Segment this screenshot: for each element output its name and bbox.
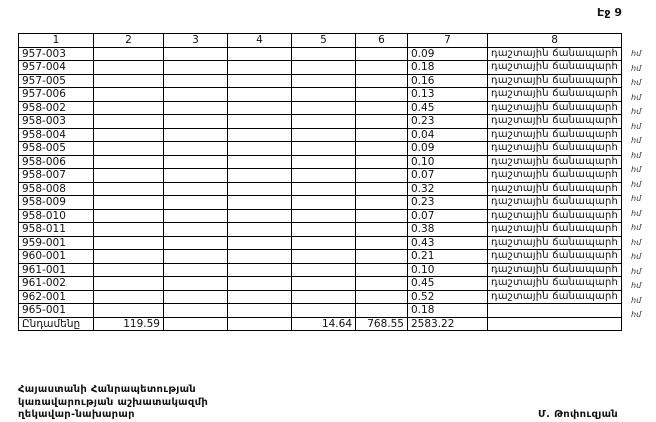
- col3-cell: [164, 290, 228, 304]
- land-type-cell: դաշտային ճանապարհ: [488, 88, 622, 102]
- col5-cell: [292, 250, 356, 264]
- land-type-cell: դաշտային ճանապարհ: [488, 263, 622, 277]
- col5-cell: [292, 304, 356, 318]
- col4-cell: [228, 236, 292, 250]
- col6-cell: [356, 74, 408, 88]
- table-row: [19, 277, 622, 291]
- side-mark: հմ: [631, 237, 642, 247]
- parcel-code: 957-003: [19, 47, 94, 61]
- col5-cell: [292, 88, 356, 102]
- header-cell: 3: [164, 34, 228, 48]
- total-col4: [228, 317, 292, 331]
- col5-cell: [292, 115, 356, 129]
- col4-cell: [228, 263, 292, 277]
- col3-cell: [164, 169, 228, 183]
- land-type-cell: դաշտային ճանապարհ: [488, 196, 622, 210]
- col3-cell: [164, 196, 228, 210]
- col6-cell: [356, 115, 408, 129]
- side-mark: հմ: [631, 150, 642, 160]
- total-label: Ընդամենը: [19, 317, 94, 331]
- col3-cell: [164, 250, 228, 264]
- col3-cell: [164, 74, 228, 88]
- side-mark: հմ: [631, 310, 642, 319]
- area-cell: 0.07: [408, 209, 488, 223]
- table-row: [19, 88, 622, 102]
- col4-cell: [228, 142, 292, 156]
- side-mark: հմ: [631, 92, 642, 102]
- col5-cell: [292, 182, 356, 196]
- col3-cell: [164, 115, 228, 129]
- side-mark: հմ: [631, 281, 642, 290]
- area-cell: 0.16: [408, 74, 488, 88]
- side-mark: հմ: [631, 295, 642, 305]
- col2-cell: [94, 304, 164, 318]
- total-col5: 14.64: [292, 317, 356, 331]
- col3-cell: [164, 236, 228, 250]
- col6-cell: [356, 169, 408, 183]
- land-type-cell: դաշտային ճանապարհ: [488, 250, 622, 264]
- area-cell: 0.23: [408, 196, 488, 210]
- col3-cell: [164, 61, 228, 75]
- col4-cell: [228, 115, 292, 129]
- side-marks: [631, 47, 647, 323]
- side-mark: հմ: [631, 107, 642, 116]
- parcel-code: 958-007: [19, 169, 94, 183]
- col2-cell: [94, 290, 164, 304]
- land-type-cell: դաշտային ճանապարհ: [488, 182, 622, 196]
- area-cell: 0.09: [408, 47, 488, 61]
- header-row: [19, 34, 622, 48]
- parcel-code: 960-001: [19, 250, 94, 264]
- col6-cell: [356, 209, 408, 223]
- area-cell: 0.10: [408, 155, 488, 169]
- parcel-code: 961-002: [19, 277, 94, 291]
- col2-cell: [94, 128, 164, 142]
- land-type-cell: դաշտային ճանապարհ: [488, 236, 622, 250]
- area-cell: 0.23: [408, 115, 488, 129]
- col6-cell: [356, 47, 408, 61]
- table-row: [19, 61, 622, 75]
- land-type-cell: դաշտային ճանապարհ: [488, 115, 622, 129]
- parcel-code: 957-004: [19, 61, 94, 75]
- area-cell: 0.18: [408, 304, 488, 318]
- table-row: [19, 115, 622, 129]
- col3-cell: [164, 304, 228, 318]
- col5-cell: [292, 169, 356, 183]
- col5-cell: [292, 128, 356, 142]
- col4-cell: [228, 74, 292, 88]
- col5-cell: [292, 61, 356, 75]
- col3-cell: [164, 47, 228, 61]
- area-cell: 0.18: [408, 61, 488, 75]
- land-type-cell: դաշտային ճանապարհ: [488, 47, 622, 61]
- col5-cell: [292, 223, 356, 237]
- col6-cell: [356, 277, 408, 291]
- table-row: [19, 47, 622, 61]
- side-mark: հմ: [631, 179, 642, 189]
- area-cell: 0.45: [408, 101, 488, 115]
- parcel-code: 962-001: [19, 290, 94, 304]
- table-row: [19, 290, 622, 304]
- col6-cell: [356, 236, 408, 250]
- signatory-title: [18, 384, 208, 422]
- col5-cell: [292, 142, 356, 156]
- area-cell: 0.45: [408, 277, 488, 291]
- header-cell: 2: [94, 34, 164, 48]
- parcel-code: 957-005: [19, 74, 94, 88]
- table-row: [19, 250, 622, 264]
- col2-cell: [94, 277, 164, 291]
- page-number: Էջ 9: [597, 6, 622, 19]
- col5-cell: [292, 196, 356, 210]
- col6-cell: [356, 155, 408, 169]
- land-type-cell: դաշտային ճանապարհ: [488, 74, 622, 88]
- land-table: [18, 33, 622, 331]
- col4-cell: [228, 47, 292, 61]
- col5-cell: [292, 236, 356, 250]
- table-row: [19, 182, 622, 196]
- col4-cell: [228, 290, 292, 304]
- col5-cell: [292, 47, 356, 61]
- side-mark: հմ: [631, 223, 642, 232]
- table-row: [19, 74, 622, 88]
- col2-cell: [94, 88, 164, 102]
- col4-cell: [228, 61, 292, 75]
- total-area: 2583.22: [408, 317, 488, 331]
- parcel-code: 965-001: [19, 304, 94, 318]
- side-mark: հմ: [631, 194, 642, 203]
- table-row: [19, 209, 622, 223]
- col6-cell: [356, 142, 408, 156]
- col2-cell: [94, 182, 164, 196]
- side-mark: հմ: [631, 208, 642, 218]
- header-cell: 4: [228, 34, 292, 48]
- col5-cell: [292, 74, 356, 88]
- total-col2: 119.59: [94, 317, 164, 331]
- header-cell: 8: [488, 34, 622, 48]
- header-cell: 5: [292, 34, 356, 48]
- land-type-cell: դաշտային ճանապարհ: [488, 277, 622, 291]
- parcel-code: 958-004: [19, 128, 94, 142]
- parcel-code: 958-009: [19, 196, 94, 210]
- col4-cell: [228, 101, 292, 115]
- area-cell: 0.43: [408, 236, 488, 250]
- land-type-cell: դաշտային ճանապարհ: [488, 209, 622, 223]
- side-mark: հմ: [631, 165, 642, 174]
- side-mark: հմ: [631, 49, 642, 58]
- parcel-code: 957-006: [19, 88, 94, 102]
- col4-cell: [228, 155, 292, 169]
- parcel-code: 958-008: [19, 182, 94, 196]
- col4-cell: [228, 88, 292, 102]
- table-row: [19, 304, 622, 318]
- parcel-code: 961-001: [19, 263, 94, 277]
- table-row: [19, 101, 622, 115]
- col4-cell: [228, 128, 292, 142]
- col3-cell: [164, 88, 228, 102]
- land-type-cell: [488, 304, 622, 318]
- col3-cell: [164, 223, 228, 237]
- col2-cell: [94, 250, 164, 264]
- col6-cell: [356, 304, 408, 318]
- parcel-code: 958-011: [19, 223, 94, 237]
- land-type-cell: դաշտային ճանապարհ: [488, 61, 622, 75]
- col2-cell: [94, 74, 164, 88]
- col2-cell: [94, 263, 164, 277]
- header-cell: 7: [408, 34, 488, 48]
- col2-cell: [94, 196, 164, 210]
- area-cell: 0.13: [408, 88, 488, 102]
- area-cell: 0.10: [408, 263, 488, 277]
- col2-cell: [94, 236, 164, 250]
- col5-cell: [292, 155, 356, 169]
- col4-cell: [228, 277, 292, 291]
- col2-cell: [94, 101, 164, 115]
- col4-cell: [228, 223, 292, 237]
- area-cell: 0.09: [408, 142, 488, 156]
- parcel-code: 958-005: [19, 142, 94, 156]
- signatory-title-line: Հայաստանի Հանրապետության: [18, 384, 196, 395]
- total-col6: 768.55: [356, 317, 408, 331]
- header-cell: 1: [19, 34, 94, 48]
- col4-cell: [228, 304, 292, 318]
- land-type-cell: դաշտային ճանապարհ: [488, 290, 622, 304]
- land-type-cell: դաշտային ճանապարհ: [488, 223, 622, 237]
- land-type-cell: դաշտային ճանապարհ: [488, 169, 622, 183]
- col4-cell: [228, 182, 292, 196]
- side-mark: հմ: [631, 266, 642, 276]
- parcel-code: 958-010: [19, 209, 94, 223]
- area-cell: 0.04: [408, 128, 488, 142]
- area-cell: 0.32: [408, 182, 488, 196]
- col4-cell: [228, 209, 292, 223]
- side-mark: հմ: [631, 121, 642, 131]
- table-row: [19, 155, 622, 169]
- total-row: [19, 317, 622, 331]
- col6-cell: [356, 223, 408, 237]
- col3-cell: [164, 182, 228, 196]
- col4-cell: [228, 169, 292, 183]
- total-col3: [164, 317, 228, 331]
- signatory-title-line: ղեկավար-նախարար: [18, 409, 135, 420]
- parcel-code: 958-003: [19, 115, 94, 129]
- total-col8: [488, 317, 622, 331]
- col3-cell: [164, 277, 228, 291]
- area-cell: 0.38: [408, 223, 488, 237]
- table-row: [19, 223, 622, 237]
- col3-cell: [164, 155, 228, 169]
- side-mark: հմ: [631, 78, 642, 87]
- col2-cell: [94, 47, 164, 61]
- col6-cell: [356, 61, 408, 75]
- table-row: [19, 142, 622, 156]
- col3-cell: [164, 209, 228, 223]
- col6-cell: [356, 263, 408, 277]
- table-row: [19, 128, 622, 142]
- parcel-code: 958-006: [19, 155, 94, 169]
- col2-cell: [94, 169, 164, 183]
- parcel-code: 958-002: [19, 101, 94, 115]
- col6-cell: [356, 250, 408, 264]
- table-row: [19, 169, 622, 183]
- side-mark: հմ: [631, 63, 642, 73]
- col6-cell: [356, 290, 408, 304]
- col2-cell: [94, 115, 164, 129]
- table-row: [19, 236, 622, 250]
- side-mark: հմ: [631, 136, 642, 145]
- table-row: [19, 196, 622, 210]
- col4-cell: [228, 250, 292, 264]
- col2-cell: [94, 155, 164, 169]
- col5-cell: [292, 277, 356, 291]
- col6-cell: [356, 128, 408, 142]
- table-row: [19, 263, 622, 277]
- parcel-code: 959-001: [19, 236, 94, 250]
- col2-cell: [94, 223, 164, 237]
- col3-cell: [164, 142, 228, 156]
- col4-cell: [228, 196, 292, 210]
- area-cell: 0.21: [408, 250, 488, 264]
- col6-cell: [356, 88, 408, 102]
- col5-cell: [292, 263, 356, 277]
- signatory-name: Մ. Թոփուզյան: [537, 409, 618, 420]
- col3-cell: [164, 263, 228, 277]
- side-mark: հմ: [631, 252, 642, 261]
- col3-cell: [164, 101, 228, 115]
- area-cell: 0.52: [408, 290, 488, 304]
- col6-cell: [356, 101, 408, 115]
- col3-cell: [164, 128, 228, 142]
- land-type-cell: դաշտային ճանապարհ: [488, 142, 622, 156]
- land-type-cell: դաշտային ճանապարհ: [488, 128, 622, 142]
- col2-cell: [94, 209, 164, 223]
- col5-cell: [292, 290, 356, 304]
- header-cell: 6: [356, 34, 408, 48]
- col6-cell: [356, 182, 408, 196]
- signatory-title-line: կառավարության աշխատակազմի: [18, 396, 209, 408]
- land-type-cell: դաշտային ճանապարհ: [488, 101, 622, 115]
- col2-cell: [94, 142, 164, 156]
- col6-cell: [356, 196, 408, 210]
- col5-cell: [292, 209, 356, 223]
- land-type-cell: դաշտային ճանապարհ: [488, 155, 622, 169]
- col2-cell: [94, 61, 164, 75]
- area-cell: 0.07: [408, 169, 488, 183]
- col5-cell: [292, 101, 356, 115]
